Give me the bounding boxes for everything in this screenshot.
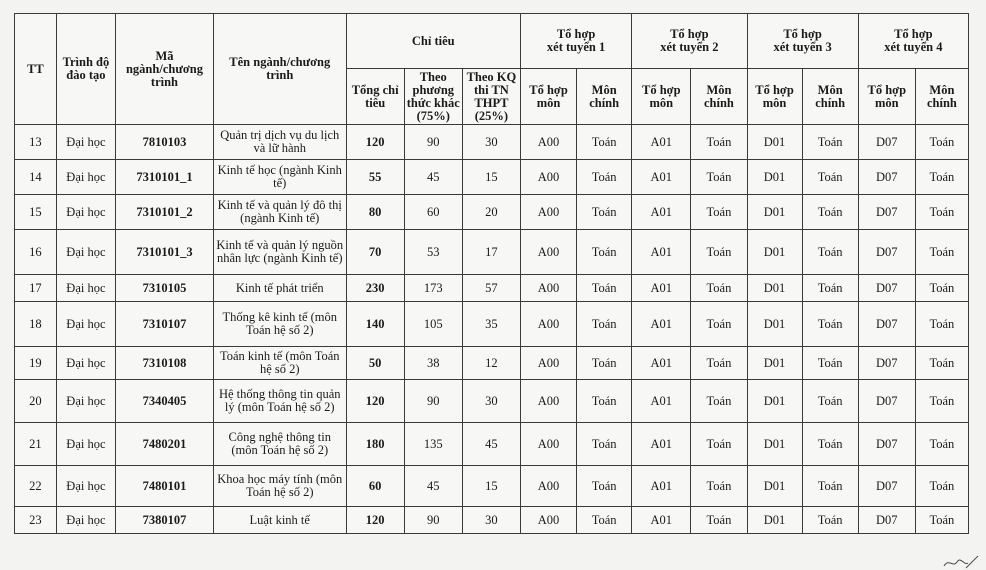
combo-4-main: Toán [915, 275, 968, 302]
combo-2-subject: A01 [632, 380, 691, 423]
quota-other-method: 45 [404, 466, 462, 507]
combo-3-subject: D01 [747, 423, 802, 466]
combo-1-subject: A00 [520, 195, 576, 230]
combo-4-main: Toán [915, 302, 968, 347]
row-number: 23 [15, 507, 57, 534]
combo-3-main: Toán [802, 507, 858, 534]
combo-4-subject: D07 [858, 507, 915, 534]
combo-1-subject: A00 [520, 507, 576, 534]
header-combo-1-subject: Tổ hợp môn [520, 69, 576, 125]
program-code: 7310101_3 [116, 230, 214, 275]
program-name: Quản trị dịch vụ du lịch và lữ hành [213, 125, 346, 160]
header-combo-2-subject: Tổ hợp môn [632, 69, 691, 125]
quota-total: 120 [346, 380, 404, 423]
program-name: Toán kinh tế (môn Toán hệ số 2) [213, 347, 346, 380]
header-combo-4-main: Môn chính [915, 69, 968, 125]
combo-3-subject: D01 [747, 302, 802, 347]
combo-3-main: Toán [802, 380, 858, 423]
quota-total: 230 [346, 275, 404, 302]
combo-1-main: Toán [577, 195, 632, 230]
program-code: 7310107 [116, 302, 214, 347]
combo-1-main: Toán [577, 302, 632, 347]
program-name: Kinh tế phát triển [213, 275, 346, 302]
combo-3-main: Toán [802, 230, 858, 275]
table-row [15, 507, 969, 534]
header-combo-3-main: Môn chính [802, 69, 858, 125]
program-name: Luật kinh tế [213, 507, 346, 534]
combo-1-subject: A00 [520, 125, 576, 160]
quota-other-method: 105 [404, 302, 462, 347]
row-number: 18 [15, 302, 57, 347]
combo-1-main: Toán [577, 507, 632, 534]
program-code: 7340405 [116, 380, 214, 423]
header-combo-3-line1: Tổ hợp [783, 27, 822, 41]
program-name: Kinh tế và quản lý đô thị (ngành Kinh tế) [213, 195, 346, 230]
table-row [15, 195, 969, 230]
combo-2-main: Toán [691, 302, 747, 347]
quota-other-method: 173 [404, 275, 462, 302]
combo-2-main: Toán [691, 195, 747, 230]
combo-2-main: Toán [691, 380, 747, 423]
combo-1-main: Toán [577, 275, 632, 302]
quota-exam: 20 [462, 195, 520, 230]
combo-4-subject: D07 [858, 125, 915, 160]
table-row [15, 347, 969, 380]
combo-4-subject: D07 [858, 275, 915, 302]
combo-4-main: Toán [915, 347, 968, 380]
quota-total: 120 [346, 125, 404, 160]
combo-2-main: Toán [691, 125, 747, 160]
header-combo-4-line1: Tổ hợp [894, 27, 933, 41]
combo-3-main: Toán [802, 195, 858, 230]
program-name: Công nghệ thông tin (môn Toán hệ số 2) [213, 423, 346, 466]
quota-other-method: 135 [404, 423, 462, 466]
quota-other-method: 90 [404, 507, 462, 534]
table-row [15, 302, 969, 347]
training-level: Đại học [56, 160, 115, 195]
combo-1-main: Toán [577, 125, 632, 160]
header-quota-other: Theo phương thức khác (75%) [404, 69, 462, 125]
combo-3-main: Toán [802, 125, 858, 160]
quota-total: 140 [346, 302, 404, 347]
header-combo-2 [632, 14, 747, 69]
training-level: Đại học [56, 423, 115, 466]
table-row [15, 125, 969, 160]
combo-3-main: Toán [802, 423, 858, 466]
combo-3-main: Toán [802, 275, 858, 302]
program-name: Hệ thống thông tin quản lý (môn Toán hệ số 2) [213, 380, 346, 423]
training-level: Đại học [56, 230, 115, 275]
admissions-table [14, 13, 969, 534]
training-level: Đại học [56, 275, 115, 302]
combo-1-subject: A00 [520, 347, 576, 380]
combo-1-subject: A00 [520, 302, 576, 347]
program-name: Thống kê kinh tế (môn Toán hệ số 2) [213, 302, 346, 347]
combo-2-subject: A01 [632, 423, 691, 466]
header-combo-2-line2: xét tuyển 2 [660, 40, 719, 54]
program-code: 7310105 [116, 275, 214, 302]
training-level: Đại học [56, 347, 115, 380]
row-number: 14 [15, 160, 57, 195]
row-number: 13 [15, 125, 57, 160]
combo-2-subject: A01 [632, 302, 691, 347]
training-level: Đại học [56, 195, 115, 230]
combo-4-subject: D07 [858, 380, 915, 423]
table-row [15, 380, 969, 423]
combo-1-subject: A00 [520, 380, 576, 423]
header-combo-3 [747, 14, 858, 69]
quota-total: 80 [346, 195, 404, 230]
quota-other-method: 60 [404, 195, 462, 230]
combo-1-main: Toán [577, 423, 632, 466]
quota-other-method: 38 [404, 347, 462, 380]
combo-2-subject: A01 [632, 466, 691, 507]
quota-exam: 15 [462, 160, 520, 195]
quota-exam: 45 [462, 423, 520, 466]
header-quota-total: Tổng chỉ tiêu [346, 69, 404, 125]
quota-total: 60 [346, 466, 404, 507]
combo-3-subject: D01 [747, 125, 802, 160]
quota-other-method: 53 [404, 230, 462, 275]
training-level: Đại học [56, 125, 115, 160]
combo-4-main: Toán [915, 160, 968, 195]
header-combo-1 [520, 14, 631, 69]
quota-total: 180 [346, 423, 404, 466]
quota-exam: 30 [462, 125, 520, 160]
table-row [15, 466, 969, 507]
quota-exam: 12 [462, 347, 520, 380]
combo-3-main: Toán [802, 466, 858, 507]
row-number: 22 [15, 466, 57, 507]
header-combo-1-line2: xét tuyển 1 [546, 40, 606, 54]
row-number: 19 [15, 347, 57, 380]
quota-exam: 30 [462, 380, 520, 423]
combo-2-subject: A01 [632, 160, 691, 195]
combo-4-subject: D07 [858, 160, 915, 195]
quota-exam: 57 [462, 275, 520, 302]
combo-2-subject: A01 [632, 195, 691, 230]
program-code: 7310101_1 [116, 160, 214, 195]
quota-other-method: 90 [404, 380, 462, 423]
table-body [15, 125, 969, 534]
combo-2-subject: A01 [632, 347, 691, 380]
combo-1-subject: A00 [520, 230, 576, 275]
combo-2-main: Toán [691, 507, 747, 534]
signature-mark [940, 554, 980, 570]
combo-4-subject: D07 [858, 347, 915, 380]
training-level: Đại học [56, 302, 115, 347]
quota-exam: 17 [462, 230, 520, 275]
header-combo-4-line2: xét tuyển 4 [884, 40, 943, 54]
training-level: Đại học [56, 380, 115, 423]
combo-1-main: Toán [577, 466, 632, 507]
quota-total: 55 [346, 160, 404, 195]
table-row [15, 275, 969, 302]
combo-3-subject: D01 [747, 347, 802, 380]
quota-total: 50 [346, 347, 404, 380]
combo-2-subject: A01 [632, 275, 691, 302]
combo-3-subject: D01 [747, 230, 802, 275]
combo-4-main: Toán [915, 195, 968, 230]
header-code: Mã ngành/chương trình [116, 14, 214, 125]
combo-4-main: Toán [915, 466, 968, 507]
header-combo-2-main: Môn chính [691, 69, 747, 125]
header-combo-3-subject: Tổ hợp môn [747, 69, 802, 125]
combo-1-subject: A00 [520, 466, 576, 507]
table-row [15, 423, 969, 466]
header-quota-group: Chỉ tiêu [346, 14, 520, 69]
program-code: 7310108 [116, 347, 214, 380]
combo-1-subject: A00 [520, 160, 576, 195]
quota-exam: 35 [462, 302, 520, 347]
combo-4-main: Toán [915, 423, 968, 466]
quota-exam: 15 [462, 466, 520, 507]
combo-2-subject: A01 [632, 125, 691, 160]
combo-3-subject: D01 [747, 466, 802, 507]
header-quota-exam: Theo KQ thi TN THPT (25%) [462, 69, 520, 125]
program-code: 7810103 [116, 125, 214, 160]
row-number: 15 [15, 195, 57, 230]
combo-1-subject: A00 [520, 275, 576, 302]
combo-3-main: Toán [802, 347, 858, 380]
row-number: 16 [15, 230, 57, 275]
combo-4-subject: D07 [858, 423, 915, 466]
combo-3-main: Toán [802, 160, 858, 195]
header-combo-1-line1: Tổ hợp [556, 27, 596, 41]
header-name: Tên ngành/chương trình [213, 14, 346, 125]
row-number: 17 [15, 275, 57, 302]
header-combo-3-line2: xét tuyển 3 [773, 40, 832, 54]
combo-3-subject: D01 [747, 275, 802, 302]
program-name: Khoa học máy tính (môn Toán hệ số 2) [213, 466, 346, 507]
combo-3-subject: D01 [747, 160, 802, 195]
header-combo-2-line1: Tổ hợp [670, 27, 709, 41]
combo-4-subject: D07 [858, 195, 915, 230]
table-row [15, 230, 969, 275]
header-combo-4-subject: Tổ hợp môn [858, 69, 915, 125]
combo-1-main: Toán [577, 380, 632, 423]
quota-total: 70 [346, 230, 404, 275]
combo-3-subject: D01 [747, 195, 802, 230]
combo-1-main: Toán [577, 160, 632, 195]
program-code: 7310101_2 [116, 195, 214, 230]
combo-2-main: Toán [691, 347, 747, 380]
combo-1-subject: A00 [520, 423, 576, 466]
combo-4-main: Toán [915, 507, 968, 534]
quota-total: 120 [346, 507, 404, 534]
program-code: 7480201 [116, 423, 214, 466]
combo-2-main: Toán [691, 423, 747, 466]
table-row [15, 160, 969, 195]
program-name: Kinh tế và quản lý nguồn nhân lực (ngành Kinh tế) [213, 230, 346, 275]
combo-4-main: Toán [915, 125, 968, 160]
combo-2-main: Toán [691, 466, 747, 507]
combo-3-main: Toán [802, 302, 858, 347]
quota-other-method: 45 [404, 160, 462, 195]
combo-3-subject: D01 [747, 380, 802, 423]
quota-other-method: 90 [404, 125, 462, 160]
combo-4-main: Toán [915, 380, 968, 423]
combo-2-subject: A01 [632, 507, 691, 534]
header-combo-1-main: Môn chính [577, 69, 632, 125]
combo-4-main: Toán [915, 230, 968, 275]
combo-4-subject: D07 [858, 466, 915, 507]
program-name: Kinh tế học (ngành Kinh tế) [213, 160, 346, 195]
quota-exam: 30 [462, 507, 520, 534]
combo-4-subject: D07 [858, 230, 915, 275]
program-code: 7480101 [116, 466, 214, 507]
header-level: Trình độ đào tạo [56, 14, 115, 125]
combo-2-subject: A01 [632, 230, 691, 275]
row-number: 20 [15, 380, 57, 423]
combo-2-main: Toán [691, 230, 747, 275]
program-code: 7380107 [116, 507, 214, 534]
combo-2-main: Toán [691, 160, 747, 195]
combo-3-subject: D01 [747, 507, 802, 534]
header-combo-4 [858, 14, 968, 69]
combo-4-subject: D07 [858, 302, 915, 347]
combo-1-main: Toán [577, 230, 632, 275]
row-number: 21 [15, 423, 57, 466]
header-tt: TT [15, 14, 57, 125]
combo-1-main: Toán [577, 347, 632, 380]
training-level: Đại học [56, 507, 115, 534]
combo-2-main: Toán [691, 275, 747, 302]
training-level: Đại học [56, 466, 115, 507]
